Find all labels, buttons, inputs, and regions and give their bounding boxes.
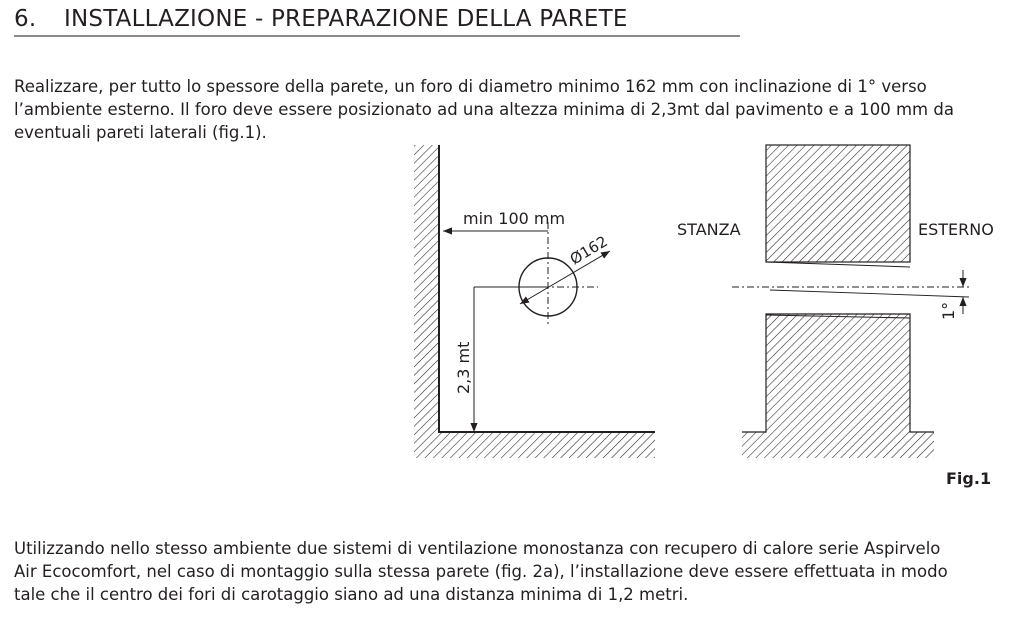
section-title: INSTALLAZIONE - PREPARAZIONE DELLA PARETE xyxy=(64,6,628,32)
outro-paragraph xyxy=(14,537,1014,606)
outside-label: ESTERNO xyxy=(918,220,994,239)
inside-label: STANZA xyxy=(677,220,741,239)
section-number: 6. xyxy=(14,6,37,32)
figure-caption: Fig.1 xyxy=(946,469,992,488)
outro-line: Utilizzando nello stesso ambiente due sistemi di ventilazione monostanza con recupero di calore serie Aspirvelo xyxy=(14,539,941,558)
outro-line: Air Ecocomfort, nel caso di montaggio sulla stessa parete (fig. 2a), l’installazione deve essere effettuata in modo xyxy=(14,562,948,581)
front-view-wall xyxy=(414,145,655,458)
intro-line: Realizzare, per tutto lo spessore della parete, un foro di diametro minimo 162 mm con inclinazione di 1° verso xyxy=(14,77,927,96)
intro-line: l’ambiente esterno. Il foro deve essere posizionato ad una altezza minima di 2,3mt dal pavimento e a 100 mm da xyxy=(14,100,954,119)
intro-line: eventuali pareti laterali (fig.1). xyxy=(14,123,267,142)
diameter-label: Ø162 xyxy=(566,232,611,269)
height-label: 2,3 mt xyxy=(454,341,473,394)
outro-line: tale che il centro dei fori di carotaggio siano ad una distanza minima di 1,2 metri. xyxy=(14,585,689,604)
angle-label: 1° xyxy=(939,301,958,320)
section-view-wall xyxy=(732,145,969,458)
distance-label: min 100 mm xyxy=(463,209,566,228)
